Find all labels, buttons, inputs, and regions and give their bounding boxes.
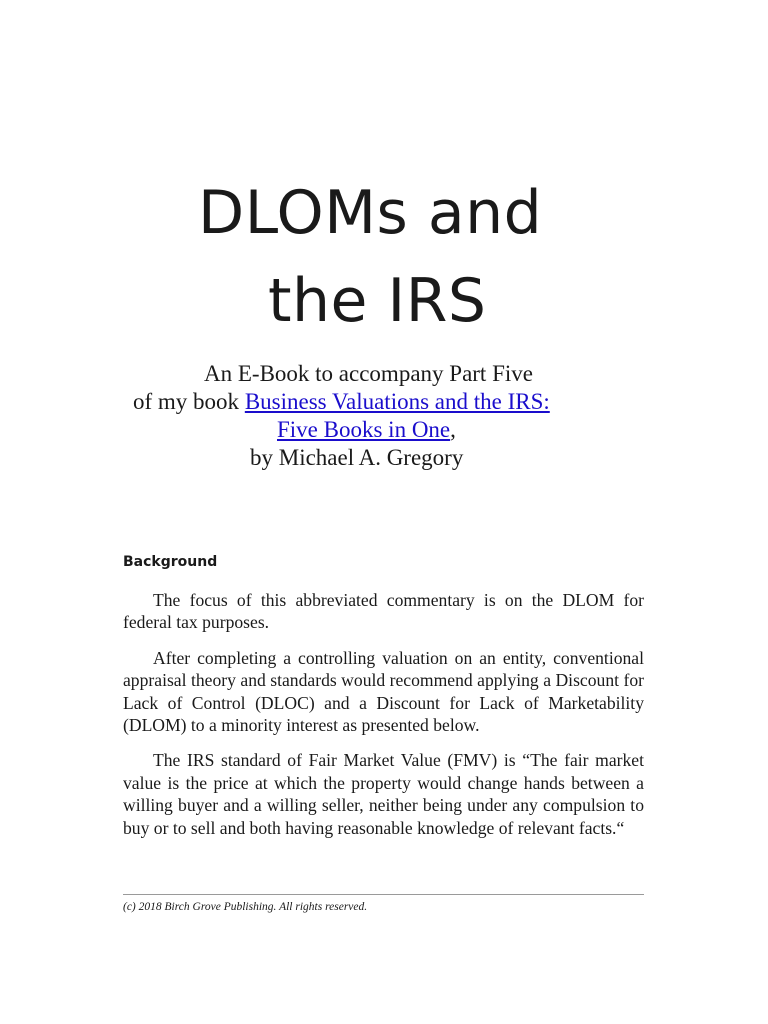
subtitle-author-line: by Michael A. Gregory [250, 445, 464, 470]
subtitle-link-suffix: , [450, 417, 456, 442]
paragraph-1: The focus of this abbreviated commentary is on the DLOM for federal tax purposes. [123, 590, 644, 633]
subtitle-line-3 [277, 416, 456, 444]
book-link-part-2[interactable]: Five Books in One [277, 417, 451, 442]
footer-divider [123, 894, 644, 895]
book-link-part-1[interactable]: Business Valuations and the IRS: [244, 389, 550, 414]
paragraph-2: After completing a controlling valuation on an entity, conventional appraisal theory and standards would recommend applying a Discount for Lack of Control (DLOC) and a Discount for Lack of Marketability (DLOM) to a minority interest as presented below. [123, 647, 644, 736]
subtitle-line-1: An E-Book to accompany Part Five [204, 361, 533, 386]
subtitle-line-2-prefix: of my book [133, 389, 245, 414]
paragraph-3: The IRS standard of Fair Market Value (FMV) is “The fair market value is the price at which the property would change hands between a willing buyer and a willing seller, neither being under any compulsion to buy or to sell and both having reasonable knowledge of relevant facts.“ [123, 750, 644, 838]
copyright-footer: (c) 2018 Birch Grove Publishing. All rights reserved. [123, 901, 368, 913]
title-line-1: DLOMs and [198, 178, 543, 249]
title-line-2: the IRS [268, 266, 487, 337]
subtitle-line-2 [133, 388, 550, 416]
section-heading-background: Background [123, 554, 218, 570]
body-text [123, 589, 644, 852]
